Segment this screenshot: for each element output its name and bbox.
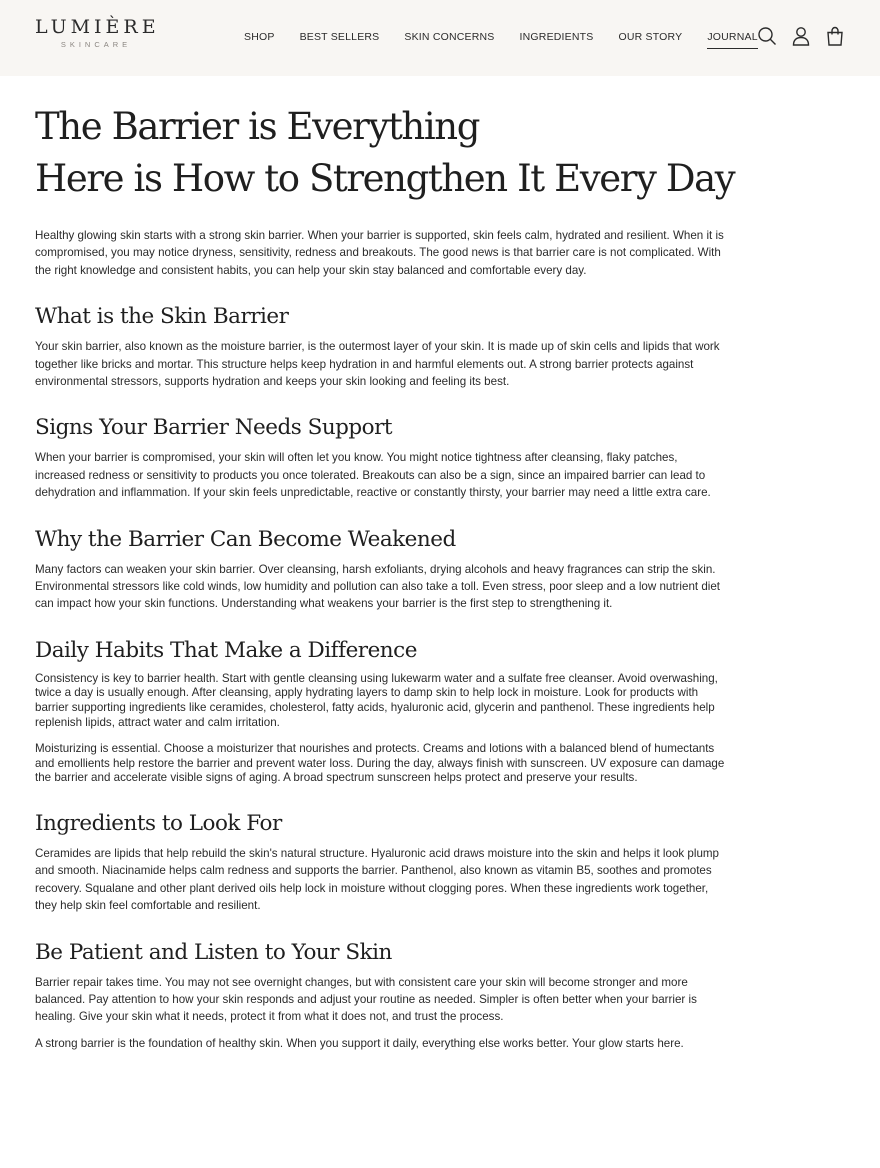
section-paragraph: Barrier repair takes time. You may not see overnight changes, but with consistent care your skin will become stronger and more balanced. Pay attention to how your skin responds and adjust your routine as needed. Simpler is often better when your barrier is healing. Give your skin what it needs, protect it from what it does not, and trust the process. xyxy=(35,975,697,1024)
section-paragraph: A strong barrier is the foundation of healthy skin. When you support it daily, everything else works better. Your glow starts here. xyxy=(35,1036,684,1050)
nav-item-shop[interactable]: SHOP xyxy=(244,31,275,43)
brand-tagline: SKINCARE xyxy=(60,40,132,49)
search-icon[interactable] xyxy=(757,26,777,46)
section-ingredients-to-look-for xyxy=(35,810,725,915)
section-heading: What is the Skin Barrier xyxy=(35,304,289,330)
nav-item-journal[interactable]: JOURNAL xyxy=(707,31,757,49)
nav-item-skin-concerns[interactable]: SKIN CONCERNS xyxy=(404,31,495,43)
section-be-patient xyxy=(35,939,725,1053)
header-icons xyxy=(757,26,845,46)
article-title-line-1: The Barrier is Everything xyxy=(35,105,479,148)
section-paragraph: Moisturizing is essential. Choose a moisturizer that nourishes and protects. Creams and lotions with a balanced blend of humectants and emollients help restore the barrier and prevent water loss. During the day, always finish with sunscreen. UV exposure can damage the barrier and accelerate visible signs of aging. A broad spectrum sunscreen helps protect and preserve your results. xyxy=(35,742,725,785)
site-header xyxy=(0,0,880,76)
section-paragraph: Ceramides are lipids that help rebuild the skin's natural structure. Hyaluronic acid draws moisture into the skin and helps it look plump and smooth. Niacinamide helps calm redness and supports the barrier. Panthenol, also known as vitamin B5, soothes and promotes recovery. Squalane and other plant derived oils help lock in moisture without clogging pores. When these ingredients work together, they help skin feel comfortable and resilient. xyxy=(35,847,720,913)
section-what-is-skin-barrier xyxy=(35,303,725,390)
journal-article xyxy=(0,101,760,1052)
nav-item-ingredients[interactable]: INGREDIENTS xyxy=(519,31,594,43)
section-daily-habits xyxy=(35,637,725,786)
section-paragraph: Many factors can weaken your skin barrier. Over cleansing, harsh exfoliants, drying alcohols and heavy fragrances can strip the skin. Environmental stressors like cold winds, low humidity and pollution can also take a toll. Even stress, poor sleep and a low nutrient diet can impact how your skin functions. Understanding what weakens your barrier is the first step to strengthening it. xyxy=(35,562,721,611)
section-signs-barrier-needs-support xyxy=(35,414,725,501)
section-heading: Why the Barrier Can Become Weakened xyxy=(35,526,456,552)
section-paragraph: Consistency is key to barrier health. Start with gentle cleansing using lukewarm water and a sulfate free cleanser. Avoid overwashing, twice a day is usually enough. After cleansing, apply hydrating layers to damp skin to help lock in moisture. Look for products with barrier supporting ingredients like ceramides, cholesterol, fatty acids, hyaluronic acid, glycerin and panthenol. These ingredients help replenish lipids, attract water and calm irritation. xyxy=(35,671,718,729)
main-nav xyxy=(244,31,783,49)
section-heading: Be Patient and Listen to Your Skin xyxy=(35,939,392,965)
section-paragraph: Your skin barrier, also known as the moisture barrier, is the outermost layer of your skin. It is made up of skin cells and lipids that work together like bricks and mortar. This structure helps keep hydration in and harmful elements out. A strong barrier protects against environmental stressors, supports hydration and keeps your skin looking and feeling its best. xyxy=(35,340,720,389)
nav-item-best-sellers[interactable]: BEST SELLERS xyxy=(299,31,380,43)
article-title-line-2: Here is How to Strengthen It Every Day xyxy=(35,157,735,200)
account-icon[interactable] xyxy=(791,26,811,46)
section-heading: Signs Your Barrier Needs Support xyxy=(35,415,393,441)
section-heading: Daily Habits That Make a Difference xyxy=(35,637,417,663)
bag-icon[interactable] xyxy=(825,26,845,46)
brand-logo[interactable] xyxy=(35,16,160,49)
section-paragraph: When your barrier is compromised, your skin will often let you know. You might notice tightness after cleansing, flaky patches, increased redness or sensitivity to products you once tolerated. Breakouts can also be a sign, since an impaired barrier can lead to dehydration and inflammation. If your skin feels unpredictable, reactive or constantly thirsty, your barrier may need a little extra care. xyxy=(35,451,711,500)
brand-name: LUMIÈRE xyxy=(35,16,160,38)
section-why-barrier-weakened xyxy=(35,526,725,613)
article-intro: Healthy glowing skin starts with a strong skin barrier. When your barrier is supported, skin feels calm, hydrated and resilient. When it is compromised, you may notice dryness, sensitivity, redness and breakouts. The good news is that barrier care is not complicated. With the right knowledge and consistent habits, you can help your skin stay balanced and comfortable every day. xyxy=(35,229,724,277)
section-heading: Ingredients to Look For xyxy=(35,811,282,837)
nav-item-our-story[interactable]: OUR STORY xyxy=(618,31,683,43)
article-title xyxy=(35,101,735,205)
